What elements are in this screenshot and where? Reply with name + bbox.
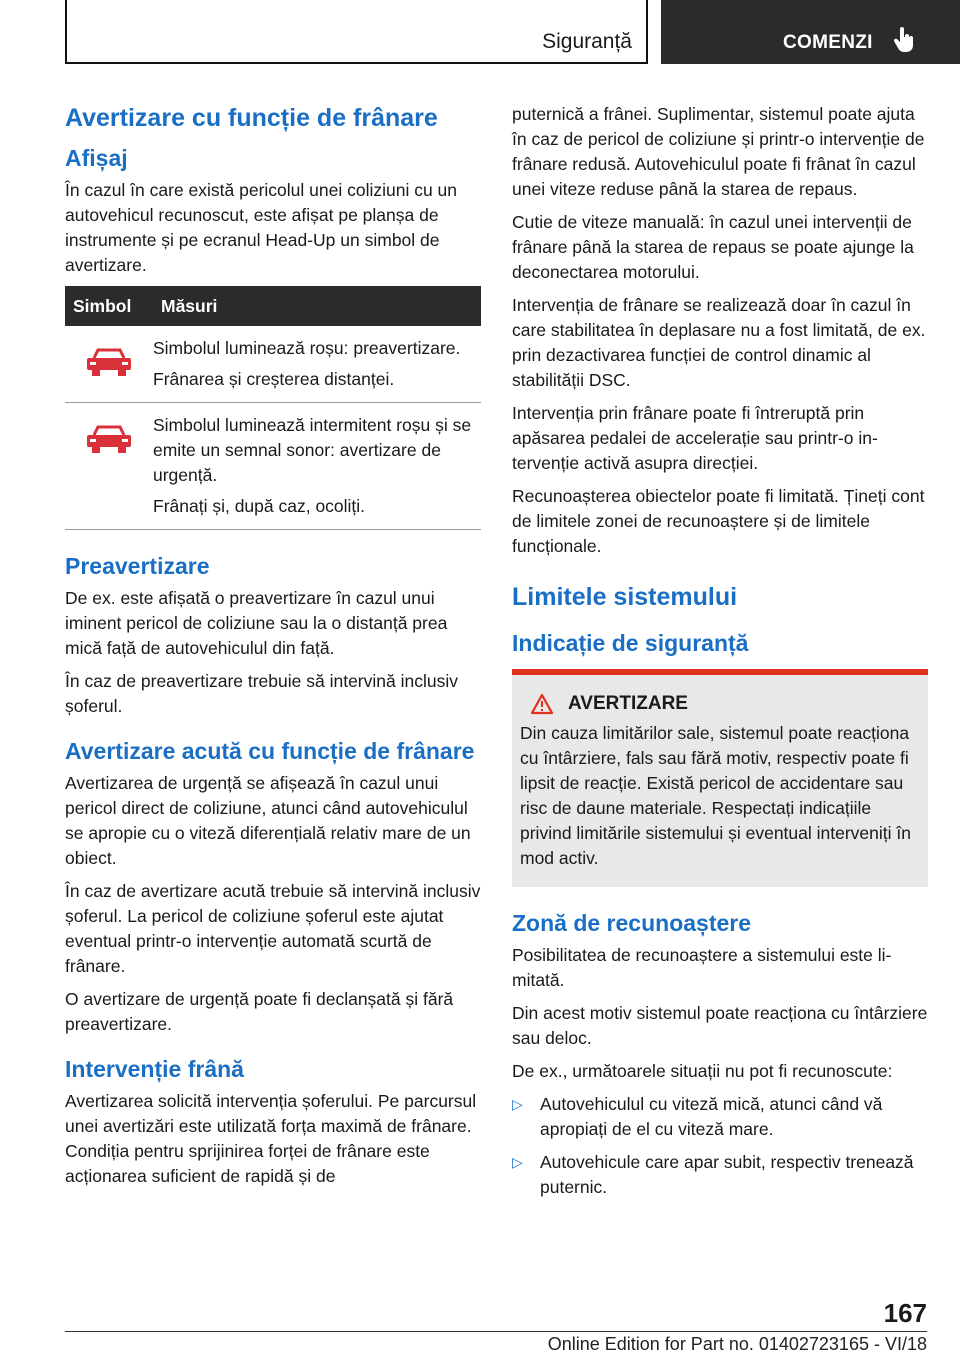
table-row: [65, 403, 481, 530]
paragraph: Posibilitatea de recunoaștere a sistemului este limitată.: [512, 945, 892, 990]
paragraph: Avertizarea de urgență se afișează în cazul unui pericol direct de coliziune, atunci când autovehiculul se apropie cu o viteză diferențială relativ mare de un obiect.: [65, 773, 471, 868]
symbol-table: [65, 286, 481, 530]
page-number: 167: [883, 1298, 927, 1328]
paragraph: puternică a frânei. Suplimentar, sistemul poate ajuta în caz de pericol de coliziune și printr-o intervenție de frânare redusă. Autovehiculul poate fi frânat în cazul unei viteze reduse până la starea de repaus.: [512, 104, 925, 199]
section-header: [65, 0, 648, 64]
footer-text: Online Edition for Part no. 01402723165 - VI/18: [547, 1334, 927, 1354]
warning-text: Din cauza limitărilor sale, sistemul poate reacționa cu întârziere, fals sau fără motiv, respectiv poate fi lipsit de reacție. Există pericol de accidentare sau risc de daune materiale. Respectați indicațiile privind limitările sistemului și eventual interveniți în mod activ.: [520, 723, 911, 868]
table-header: [65, 286, 481, 326]
paragraph: De ex., următoarele situații nu pot fi recunoscute:: [512, 1061, 893, 1081]
chapter-tab[interactable]: [661, 0, 960, 64]
footer-divider: [65, 1331, 927, 1332]
left-column: [65, 102, 483, 1197]
heading-system-limits: Limitele sistemului: [512, 583, 738, 611]
table-row: [65, 326, 481, 403]
list-item: [512, 1092, 930, 1142]
triangle-bullet-icon: ▷: [512, 1096, 523, 1112]
heading-safety-note: Indicație de siguranță: [512, 630, 749, 656]
heading-acute-warning: Avertizare acută cu funcție de frânare: [65, 738, 475, 764]
column-header-symbol: Simbol: [73, 295, 132, 316]
table-cell-text: Simbolul luminează roșu: preavertizare.: [153, 338, 461, 358]
paragraph: În cazul în care există pericolul unei coliziuni cu un autovehicul recunoscut, este afișat pe planșa de instrumente și pe ecranul Head-Up un simbol de avertizare.: [65, 180, 458, 275]
paragraph: Intervenția de frânare se realizează doar în cazul în care stabilitatea în deplasare nu a fost limitată, de ex. prin dezactivarea funcției de control dinamic al stabilității DSC.: [512, 295, 926, 390]
paragraph: Avertizarea solicită intervenția șoferului. Pe parcursul unei avertizări este utilizată forța maximă de frânare. Condiția pentru sprijinirea forței de frânare este acționarea suficient de rapidă și de: [65, 1091, 477, 1186]
car-warning-icon: [84, 346, 134, 380]
heading-afisaj: Afișaj: [65, 145, 128, 171]
list-item-text: Autovehiculul cu viteză mică, atunci când vă apropiați de el cu viteză mare.: [540, 1094, 883, 1139]
chapter-title: COMENZI: [783, 32, 873, 53]
column-header-measures: Măsuri: [161, 295, 218, 316]
list-item-text: Autovehicule care apar subit, respectiv trenează puternic.: [540, 1152, 914, 1197]
paragraph: Din acest motiv sistemul poate reacționa cu întârziere sau deloc.: [512, 1003, 928, 1048]
paragraph: Intervenția prin frânare poate fi întreruptă prin apăsarea pedalei de accelerație sau printr-o intervenție activă asupra direcției.: [512, 403, 878, 473]
triangle-bullet-icon: ▷: [512, 1154, 523, 1170]
right-column: [512, 102, 930, 1208]
paragraph: Recunoașterea obiectelor poate fi limitată. Țineți cont de limitele zonei de recunoaștere și de limitele funcționale.: [512, 486, 925, 556]
paragraph: În caz de avertizare acută trebuie să intervină inclusiv șoferul. La pericol de coliziune șoferul este ajutat eventual printr-o intervenție automată scurtă de frânare.: [65, 881, 481, 976]
warning-triangle-icon: [530, 693, 554, 715]
paragraph: O avertizare de urgență poate fi declanșată și fără preavertizare.: [65, 989, 454, 1034]
section-title: Siguranță: [542, 30, 632, 53]
table-cell-text: Frânarea și creșterea distanței.: [153, 369, 395, 389]
page-title: Avertizare cu funcție de frânare: [65, 104, 438, 132]
table-cell-text: Frânați și, după caz, ocoliți.: [153, 496, 366, 516]
heading-detection-zone: Zonă de recunoaștere: [512, 910, 752, 936]
paragraph: În caz de preavertizare trebuie să intervină inclusiv șoferul.: [65, 671, 458, 716]
paragraph: Cutie de viteze manuală: în cazul unei intervenții de frânare până la starea de repaus se poate ajunge la deconectarea motorului.: [512, 212, 914, 282]
paragraph: De ex. este afișată o preavertizare în cazul unui iminent pericol de coliziune sau la o distanță prea mică față de autovehiculul din față.: [65, 588, 448, 658]
list-item: [512, 1150, 930, 1200]
heading-preavertizare: Preavertizare: [65, 553, 210, 579]
warning-box: [512, 669, 928, 887]
warning-title: AVERTIZARE: [568, 693, 688, 714]
heading-brake-intervention: Intervenție frână: [65, 1056, 244, 1082]
hand-pointer-icon: [893, 26, 915, 52]
table-cell-text: Simbolul luminează intermitent roșu și se emite un semnal sonor: avertizare de urgență.: [153, 415, 472, 485]
car-warning-icon: [84, 423, 134, 457]
